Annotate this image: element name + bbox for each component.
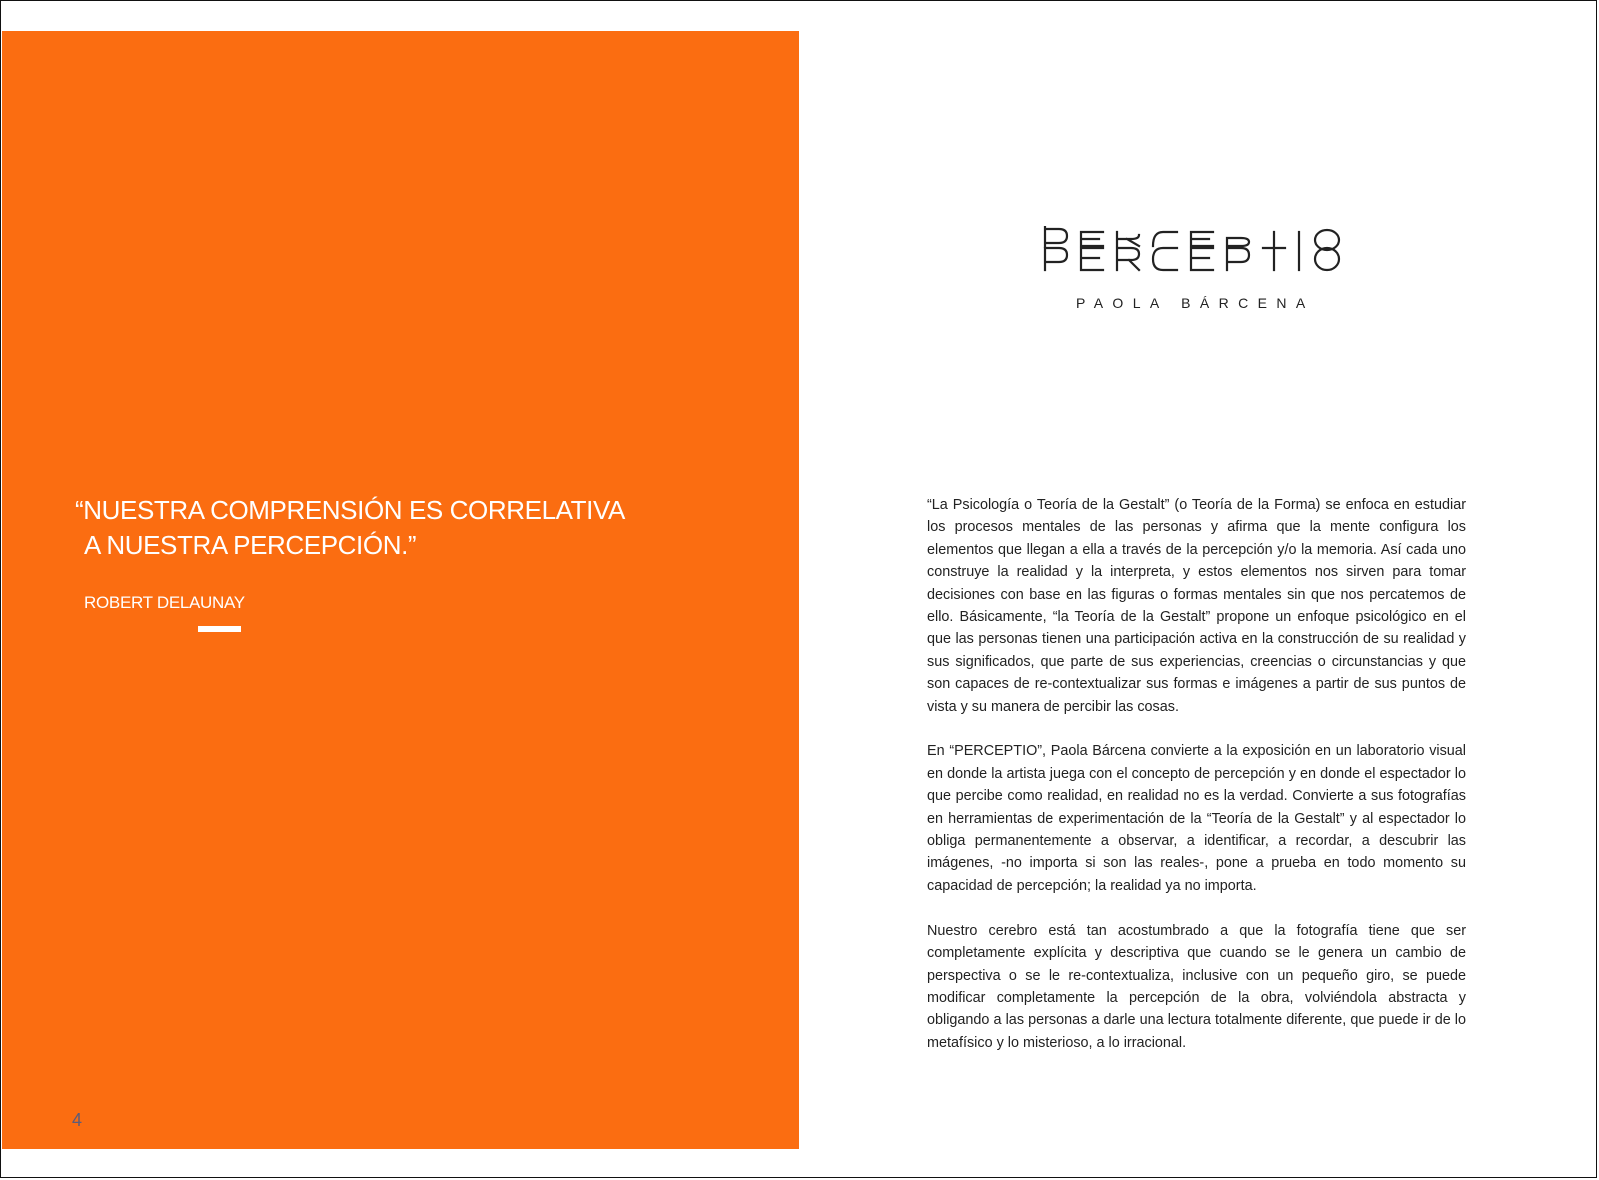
author-underline bbox=[198, 626, 241, 632]
body-text bbox=[927, 494, 1466, 1077]
paragraph: “La Psicología o Teoría de la Gestalt” (o Teoría de la Forma) se enfoca en estudiar los procesos mentales de las personas y afirma que la mente configura los elementos que llegan a ella a través de la percepción y/o la memoria. Así cada uno construye la realidad y la interpreta, y estos elementos nos sirven para tomar decisiones con base en las figuras o formas mentales sin que nos percatemos de ello. Básicamente, “la Teoría de la Gestalt” propone un enfoque psicológico en el que las personas tienen una participación activa en la construcción de su realidad y sus significados, que parte de sus experiencias, creencias o circunstancias y que son capaces de re-contextualizar sus formas e imágenes a partir de sus puntos de vista y su manera de percibir las cosas. bbox=[927, 497, 1466, 715]
artist-name: PAOLA BÁRCENA bbox=[1076, 295, 1315, 311]
perceptio-logo bbox=[1043, 226, 1353, 286]
quote-author: ROBERT DELAUNAY bbox=[84, 593, 245, 612]
quote-line: A NUESTRA PERCEPCIÓN.” bbox=[84, 530, 417, 560]
quote-line: “NUESTRA COMPRENSIÓN ES CORRELATIVA bbox=[75, 495, 625, 525]
paragraph: En “PERCEPTIO”, Paola Bárcena convierte a la exposición en un laboratorio visual en donde la artista juega con el concepto de percepción y en donde el espectador lo que percibe como realidad, en realidad no es la verdad. Convierte a sus fotografías en herramientas de experimentación de la “Teoría de la Gestalt” y al espectador lo obliga permanentemente a observar, a identificar, a recordar, a descubrir las imágenes, -no importa si son las reales-, pone a prueba en todo momento su capacidad de percepción; la realidad ya no importa. bbox=[927, 743, 1466, 894]
paragraph: Nuestro cerebro está tan acostumbrado a que la fotografía tiene que ser completamente explícita y descriptiva que cuando se le genera un cambio de perspectiva o se le re-contextualiza, inclusive con un pequeño giro, se puede modificar completamente la percepción de la obra, volviéndola abstracta y obligando a las personas a darle una lectura totalmente diferente, que puede ir de lo metafísico y lo misterioso, a lo irracional. bbox=[927, 922, 1466, 1051]
pull-quote bbox=[75, 493, 635, 563]
page-number: 4 bbox=[72, 1110, 83, 1130]
left-page-orange-panel bbox=[2, 31, 799, 1149]
